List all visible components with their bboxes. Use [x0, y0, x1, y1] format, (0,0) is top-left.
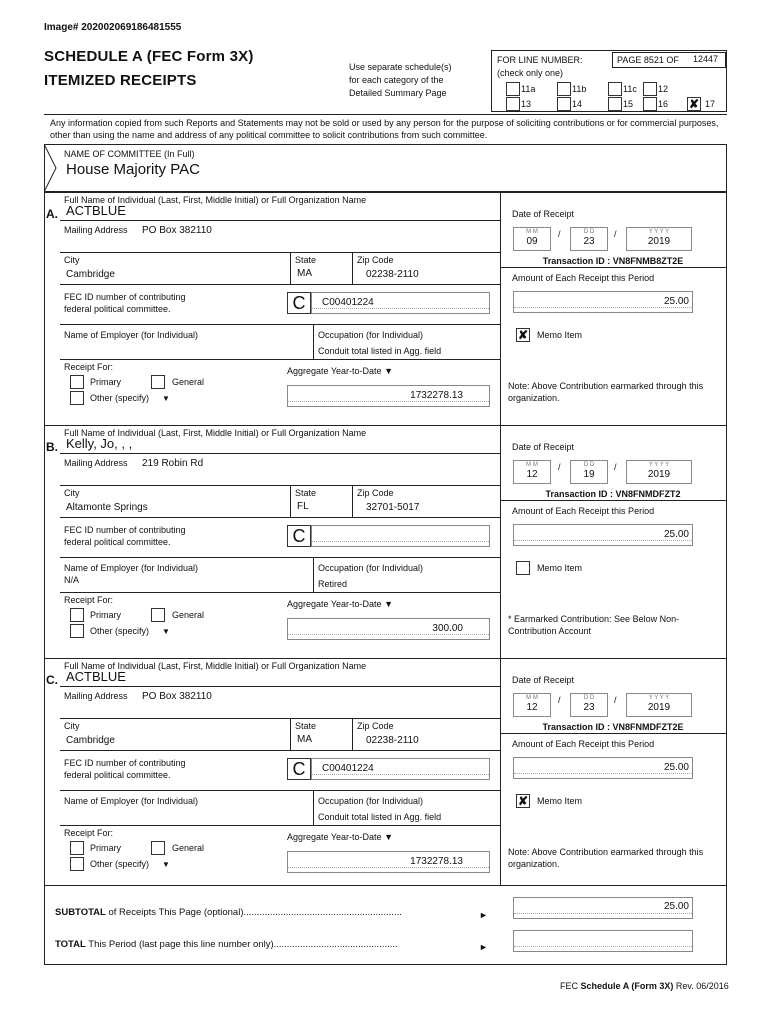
- line-11b-label: 11b: [572, 84, 587, 94]
- subtotal-bold: SUBTOTAL: [55, 907, 106, 918]
- footer: [560, 981, 729, 991]
- date-slash-2: /: [614, 229, 617, 239]
- primary-label: Primary: [90, 377, 121, 387]
- aggregate-label-text: Aggregate Year-to-Date: [287, 366, 382, 376]
- fec-id-label-1: FEC ID number of contributing: [64, 758, 186, 768]
- fec-id-value: C00401224: [322, 297, 374, 308]
- city-label: City: [64, 721, 80, 731]
- occupation-value: Conduit total listed in Agg. field: [318, 346, 442, 356]
- general-checkbox[interactable]: [151, 608, 165, 622]
- other-checkbox[interactable]: [70, 391, 84, 405]
- committee-label: NAME OF COMMITTEE (In Full): [64, 149, 195, 159]
- aggregate-label-text: Aggregate Year-to-Date: [287, 832, 382, 842]
- day-value: 19: [583, 469, 595, 480]
- mailing-address-label: Mailing Address: [64, 458, 128, 468]
- full-name-label: Full Name of Individual (Last, First, Middle Initial) or Full Organization Name: [64, 428, 367, 438]
- year-header: Y Y Y Y: [648, 462, 670, 468]
- amount-value: 25.00: [663, 296, 689, 307]
- other-label: Other (specify): [90, 393, 150, 403]
- fec-id-label-1: FEC ID number of contributing: [64, 525, 186, 535]
- line-11b-checkbox[interactable]: [557, 82, 571, 96]
- city-value: Altamonte Springs: [66, 502, 148, 513]
- state-value: FL: [297, 501, 309, 512]
- page-total: 12447: [693, 54, 719, 64]
- page-label: PAGE 8521 OF: [617, 55, 679, 65]
- total-rest: This Period (last page this line number only)...............................................: [85, 939, 398, 950]
- total-row: [55, 939, 398, 950]
- aggregate-label: [287, 366, 393, 376]
- check-only-one: (check only one): [497, 68, 564, 78]
- aggregate-value: 1732278.13: [410, 856, 463, 867]
- fec-c-prefix: C: [287, 525, 311, 547]
- amount-value: 25.00: [663, 762, 689, 773]
- primary-label: Primary: [90, 610, 121, 620]
- mailing-address: PO Box 382110: [142, 225, 212, 236]
- month-field[interactable]: [513, 227, 551, 251]
- memo-item-label: Memo Item: [537, 563, 583, 573]
- year-value: 2019: [647, 469, 671, 480]
- primary-checkbox[interactable]: [70, 375, 84, 389]
- line-17-checkbox[interactable]: ✘: [688, 97, 700, 111]
- day-field[interactable]: [570, 227, 608, 251]
- entry-letter: A.: [46, 207, 58, 221]
- transaction-id: Transaction ID : VN8FNMB8ZT2E: [542, 256, 684, 266]
- state-value: MA: [297, 268, 312, 279]
- contributor-name: ACTBLUE: [66, 203, 126, 218]
- fec-id-label-2: federal political committee.: [64, 304, 171, 314]
- entry-note: Note: Above Contribution earmarked through this organization.: [508, 847, 704, 869]
- date-slash-1: /: [558, 695, 561, 705]
- fec-id-value: C00401224: [322, 763, 374, 774]
- other-dropdown-icon[interactable]: ▼: [162, 860, 170, 869]
- day-field[interactable]: [570, 460, 608, 484]
- mailing-address-label: Mailing Address: [64, 691, 128, 701]
- year-header: Y Y Y Y: [648, 695, 670, 701]
- line-15-checkbox[interactable]: [608, 97, 622, 111]
- line-14-checkbox[interactable]: [557, 97, 571, 111]
- mailing-address-label: Mailing Address: [64, 225, 128, 235]
- year-value: 2019: [647, 236, 671, 247]
- day-value: 23: [583, 702, 595, 713]
- contributor-name: ACTBLUE: [66, 669, 126, 684]
- line-13-checkbox[interactable]: [506, 97, 520, 111]
- subtotal-arrow-icon: ►: [479, 910, 488, 920]
- entry-letter: B.: [46, 440, 58, 454]
- line-14-label: 14: [572, 99, 583, 109]
- aggregate-arrow-icon: ▼: [384, 599, 394, 609]
- line-12-label: 12: [658, 84, 669, 94]
- line-11c-label: 11c: [623, 84, 637, 94]
- line-17-label: 17: [705, 99, 716, 109]
- itemized-receipts-title: ITEMIZED RECEIPTS: [44, 72, 197, 89]
- other-label: Other (specify): [90, 626, 150, 636]
- date-slash-1: /: [558, 462, 561, 472]
- month-field[interactable]: [513, 460, 551, 484]
- year-header: Y Y Y Y: [648, 229, 670, 235]
- entry-note: * Earmarked Contribution: See Below Non-Contribution Account: [508, 614, 680, 636]
- aggregate-label-text: Aggregate Year-to-Date: [287, 599, 382, 609]
- entry-note: Note: Above Contribution earmarked through this organization.: [508, 381, 704, 403]
- general-label: General: [172, 843, 205, 853]
- line-13-label: 13: [521, 99, 532, 109]
- occupation-value: Retired: [318, 579, 348, 589]
- year-value: 2019: [647, 702, 671, 713]
- primary-label: Primary: [90, 843, 121, 853]
- memo-item-checkbox[interactable]: ✘: [517, 794, 529, 808]
- city-value: Cambridge: [66, 269, 115, 280]
- state-label: State: [295, 721, 317, 731]
- general-label: General: [172, 610, 205, 620]
- aggregate-label: [287, 832, 393, 842]
- year-field[interactable]: [626, 693, 692, 717]
- entry-letter: C.: [46, 673, 58, 687]
- instructions-line-2: for each category of the: [349, 75, 444, 85]
- subtotal-value: 25.00: [663, 901, 689, 912]
- state-label: State: [295, 488, 317, 498]
- line-number-label: FOR LINE NUMBER:: [497, 55, 583, 65]
- committee-name: House Majority PAC: [66, 161, 200, 178]
- fec-id-field[interactable]: [311, 525, 490, 547]
- month-field[interactable]: [513, 693, 551, 717]
- employer-label: Name of Employer (for Individual): [64, 796, 199, 806]
- notice-text: Any information copied from such Reports and Statements may not be sold or used by any person for the purpose of soliciting contributions or for commercial purposes, other than using the name and address of any political committee to solicit contributions from such committee.: [50, 118, 719, 140]
- general-checkbox[interactable]: [151, 375, 165, 389]
- zip-label: Zip Code: [357, 721, 394, 731]
- aggregate-value: 1732278.13: [410, 390, 463, 401]
- mailing-address: 219 Robin Rd: [142, 458, 204, 469]
- other-dropdown-icon[interactable]: ▼: [162, 394, 170, 403]
- state-label: State: [295, 255, 317, 265]
- transaction-id: Transaction ID : VN8FNMDFZT2E: [542, 722, 684, 732]
- year-field[interactable]: [626, 227, 692, 251]
- footer-form: Schedule A (Form 3X): [580, 981, 674, 991]
- date-of-receipt-label: Date of Receipt: [512, 442, 575, 452]
- total-bold: TOTAL: [55, 939, 86, 950]
- mailing-address: PO Box 382110: [142, 691, 212, 702]
- city-label: City: [64, 255, 80, 265]
- fec-id-label-2: federal political committee.: [64, 770, 171, 780]
- date-slash-2: /: [614, 462, 617, 472]
- receipt-for-label: Receipt For:: [64, 828, 114, 838]
- memo-item-checkbox[interactable]: [516, 561, 530, 575]
- employer-label: Name of Employer (for Individual): [64, 330, 199, 340]
- amount-label: Amount of Each Receipt this Period: [512, 506, 655, 516]
- fec-c-prefix: C: [287, 758, 311, 780]
- footer-prefix: FEC: [560, 981, 578, 991]
- occupation-label: Occupation (for Individual): [318, 796, 424, 806]
- date-of-receipt-label: Date of Receipt: [512, 675, 575, 685]
- subtotal-rest: of Receipts This Page (optional)............................................................: [105, 907, 402, 918]
- fec-c-prefix: C: [287, 292, 311, 314]
- line-16-checkbox[interactable]: [643, 97, 657, 111]
- occupation-label: Occupation (for Individual): [318, 330, 424, 340]
- occupation-label: Occupation (for Individual): [318, 563, 424, 573]
- date-slash-2: /: [614, 695, 617, 705]
- other-checkbox[interactable]: [70, 857, 84, 871]
- aggregate-arrow-icon: ▼: [384, 832, 394, 842]
- month-header: M M: [526, 695, 538, 701]
- primary-checkbox[interactable]: [70, 841, 84, 855]
- city-value: Cambridge: [66, 735, 115, 746]
- state-value: MA: [297, 734, 312, 745]
- subtotal-row: [55, 907, 402, 918]
- transaction-id: Transaction ID : VN8FNMDFZT2: [545, 489, 681, 499]
- day-header: D D: [583, 229, 595, 235]
- line-11a-checkbox[interactable]: [506, 82, 520, 96]
- primary-checkbox[interactable]: [70, 608, 84, 622]
- city-label: City: [64, 488, 80, 498]
- total-field[interactable]: [513, 930, 693, 952]
- aggregate-value: 300.00: [432, 623, 463, 634]
- amount-value: 25.00: [663, 529, 689, 540]
- line-11a-label: 11a: [521, 84, 536, 94]
- committee-arrow-icon: [44, 144, 58, 192]
- schedule-title: SCHEDULE A (FEC Form 3X): [44, 48, 254, 65]
- month-header: M M: [526, 462, 538, 468]
- receipt-for-label: Receipt For:: [64, 362, 114, 372]
- year-field[interactable]: [626, 460, 692, 484]
- memo-item-checkbox[interactable]: ✘: [517, 328, 529, 342]
- date-slash-1: /: [558, 229, 561, 239]
- general-checkbox[interactable]: [151, 841, 165, 855]
- amount-label: Amount of Each Receipt this Period: [512, 273, 655, 283]
- instructions-line-3: Detailed Summary Page: [349, 88, 447, 98]
- line-12-checkbox[interactable]: [643, 82, 657, 96]
- day-field[interactable]: [570, 693, 608, 717]
- zip-label: Zip Code: [357, 255, 394, 265]
- line-11c-checkbox[interactable]: [608, 82, 622, 96]
- other-dropdown-icon[interactable]: ▼: [162, 627, 170, 636]
- zip-value: 02238-2110: [366, 269, 419, 280]
- fec-id-label-1: FEC ID number of contributing: [64, 292, 186, 302]
- zip-value: 32701-5017: [366, 502, 420, 513]
- total-arrow-icon: ►: [479, 942, 488, 952]
- date-of-receipt-label: Date of Receipt: [512, 209, 575, 219]
- aggregate-label: [287, 599, 393, 609]
- line-16-label: 16: [658, 99, 669, 109]
- zip-label: Zip Code: [357, 488, 394, 498]
- general-label: General: [172, 377, 205, 387]
- zip-value: 02238-2110: [366, 735, 419, 746]
- receipt-for-label: Receipt For:: [64, 595, 114, 605]
- month-value: 12: [526, 702, 538, 713]
- day-header: D D: [583, 462, 595, 468]
- month-header: M M: [526, 229, 538, 235]
- instructions-line-1: Use separate schedule(s): [349, 62, 452, 72]
- employer-label: Name of Employer (for Individual): [64, 563, 199, 573]
- occupation-value: Conduit total listed in Agg. field: [318, 812, 442, 822]
- image-id: Image# 202002069186481555: [44, 22, 182, 33]
- month-value: 12: [526, 469, 538, 480]
- day-value: 23: [583, 236, 595, 247]
- line-15-label: 15: [623, 99, 634, 109]
- memo-item-label: Memo Item: [537, 796, 583, 806]
- fec-id-label-2: federal political committee.: [64, 537, 171, 547]
- full-name-label: Full Name of Individual (Last, First, Middle Initial) or Full Organization Name: [64, 195, 367, 205]
- other-checkbox[interactable]: [70, 624, 84, 638]
- memo-item-label: Memo Item: [537, 330, 583, 340]
- aggregate-arrow-icon: ▼: [384, 366, 394, 376]
- full-name-label: Full Name of Individual (Last, First, Middle Initial) or Full Organization Name: [64, 661, 367, 671]
- other-label: Other (specify): [90, 859, 150, 869]
- footer-rev: Rev. 06/2016: [675, 981, 729, 991]
- employer-value: N/A: [64, 575, 80, 585]
- day-header: D D: [583, 695, 595, 701]
- month-value: 09: [526, 236, 538, 247]
- contributor-name: Kelly, Jo, , ,: [66, 436, 133, 451]
- amount-label: Amount of Each Receipt this Period: [512, 739, 655, 749]
